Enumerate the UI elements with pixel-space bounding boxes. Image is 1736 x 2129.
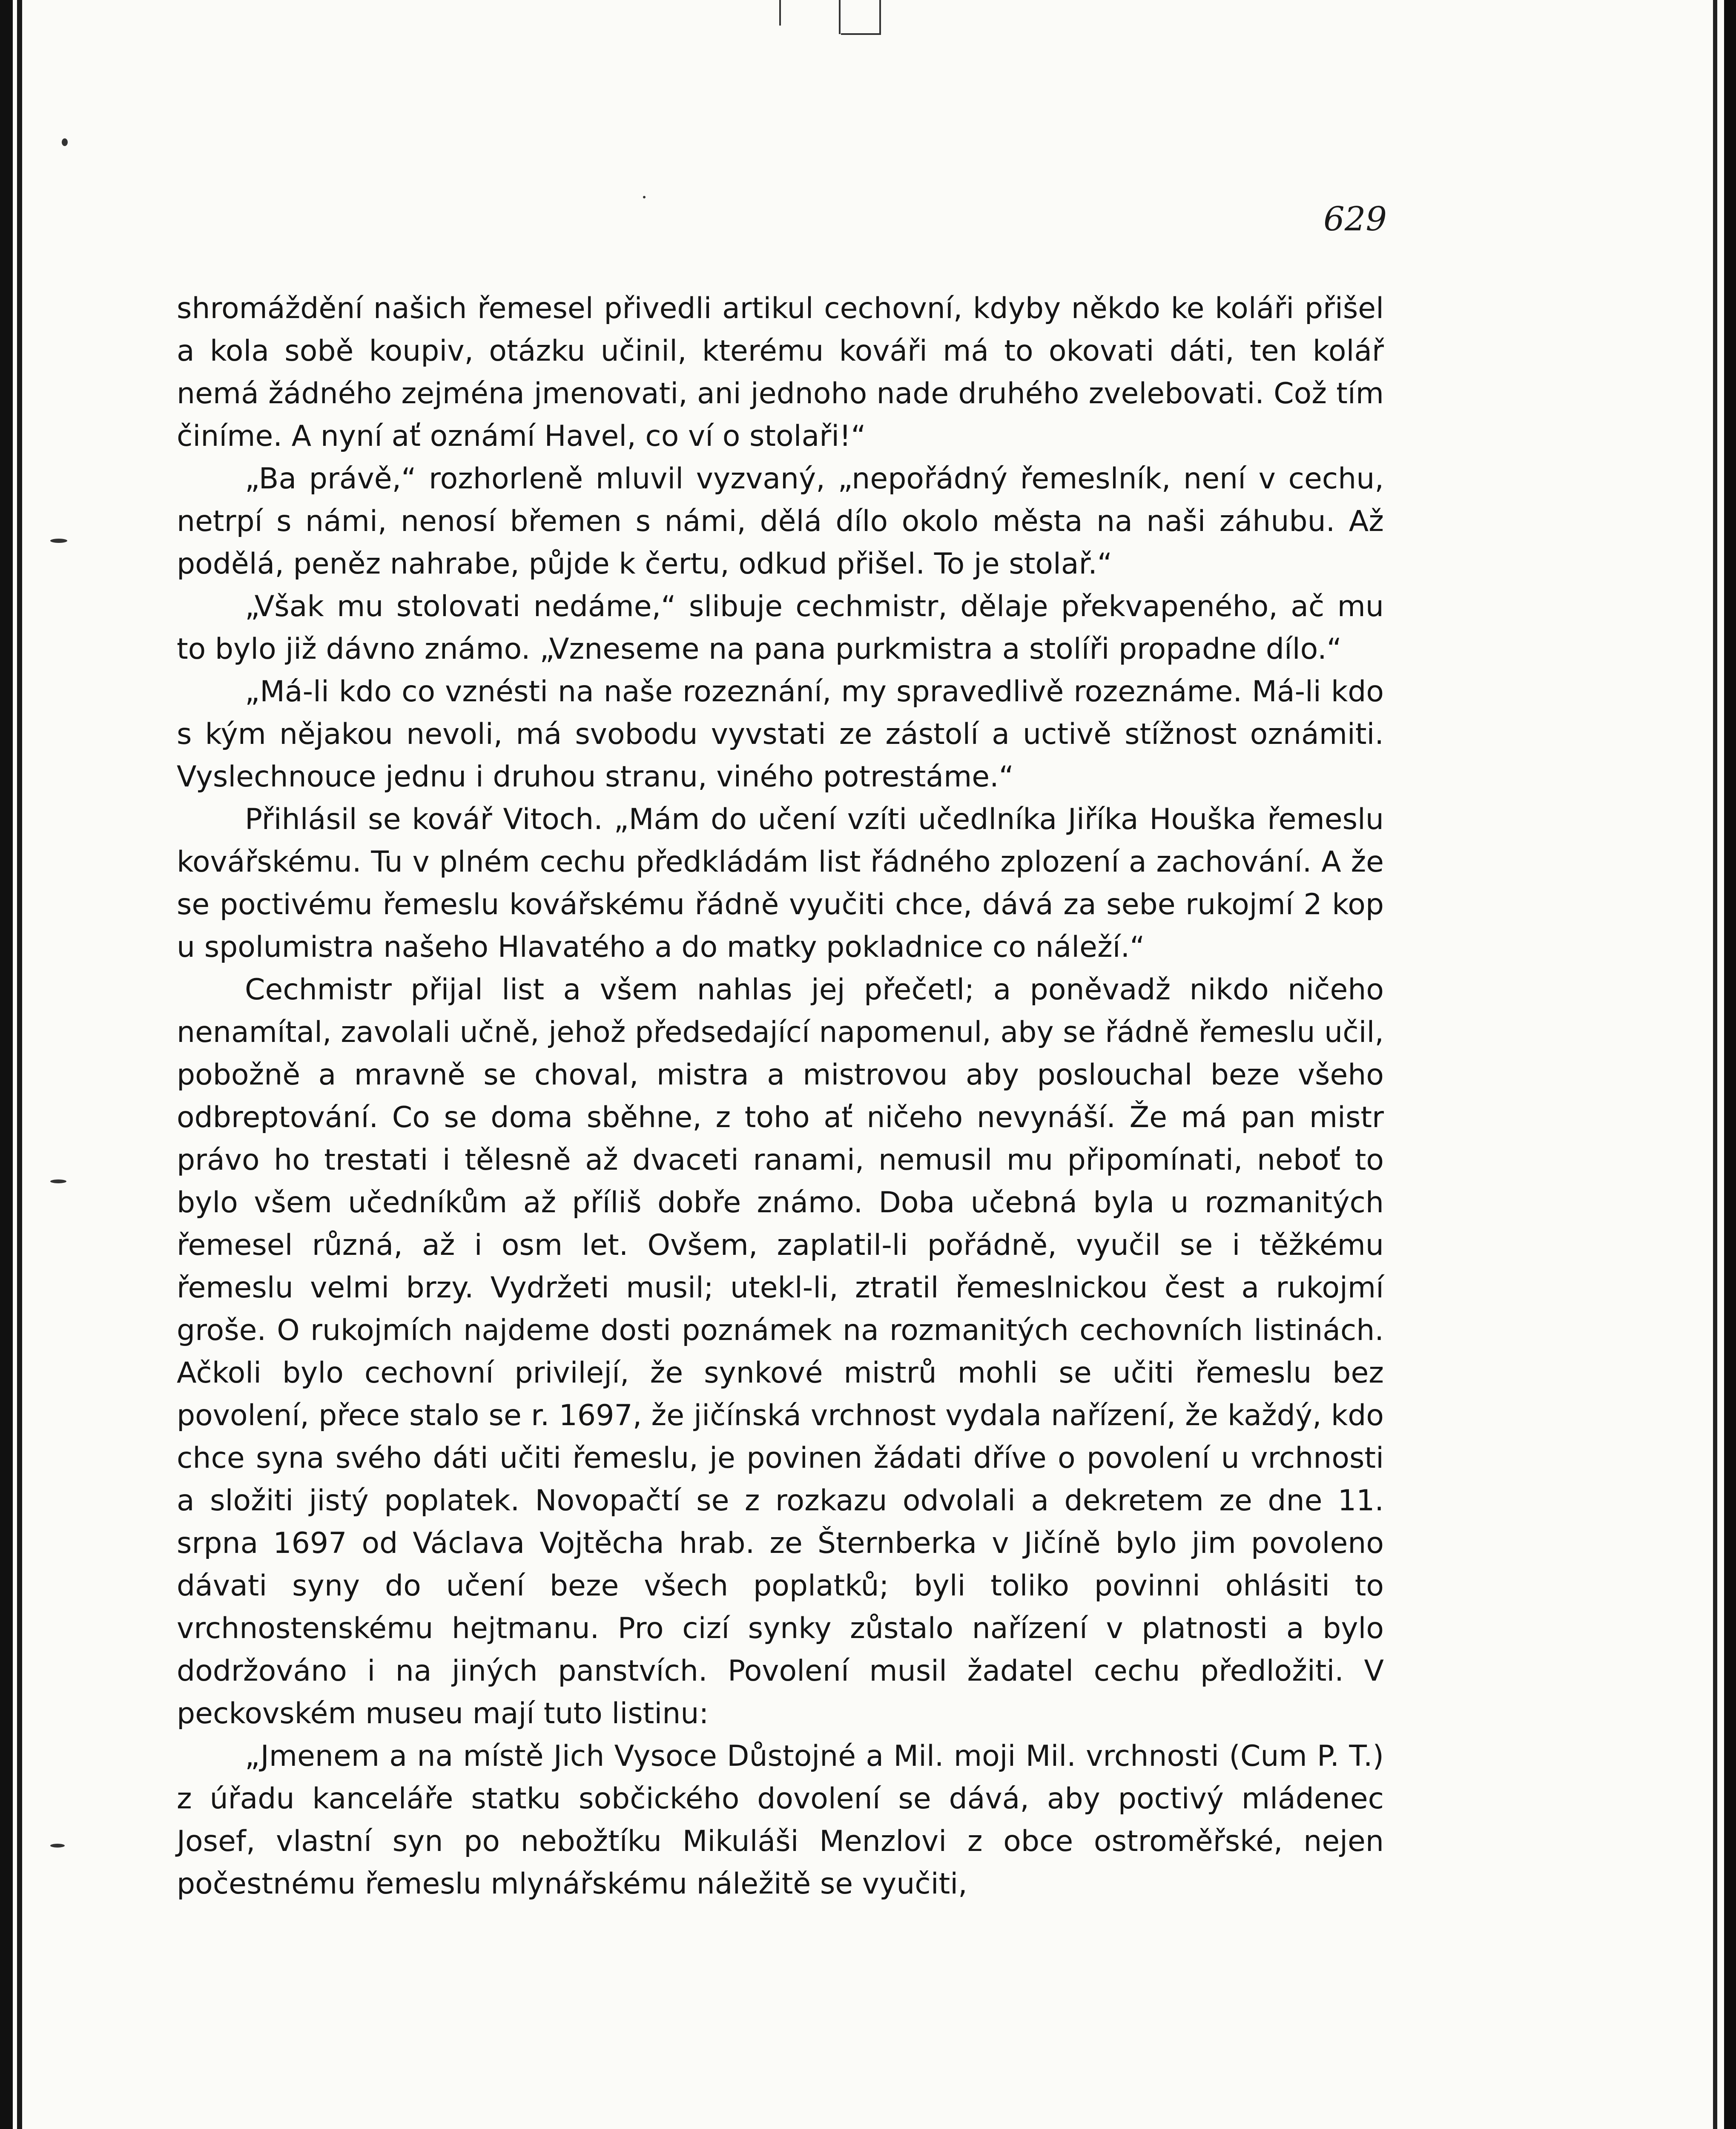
body-text xyxy=(177,287,1384,1905)
paragraph: „Jmenem a na místě Jich Vysoce Důstojné a Mil. moji Mil. vrchnosti (Cum P. T.) z úřadu kanceláře statku sobčického dovolení se dává, aby poctivý mládenec Josef, vlastní syn po nebožtíku Mikuláši Menzlovi z obce ostroměřské, nejen počestnému řemeslu mlynářskému náležitě se vyučiti, xyxy=(177,1739,1384,1901)
margin-speck xyxy=(643,196,646,198)
scan-speck xyxy=(841,33,879,35)
scan-border-left xyxy=(0,0,13,2129)
scan-speck xyxy=(879,0,881,35)
paragraph: „Ba právě,“ rozhorleně mluvil vyzvaný, „nepořádný řemeslník, není v cechu, netrpí s námi, nenosí břemen s námi, dělá dílo okolo města na naši záhubu. Až podělá, peněz nahrabe, půjde k čertu, odkud přišel. To je stolař.“ xyxy=(177,462,1384,581)
scan-artifact-top xyxy=(775,0,903,47)
paragraph: „Však mu stolovati nedáme,“ slibuje cechmistr, dělaje překvapeného, ač mu to bylo již dávno známo. „Vzneseme na pana purkmistra a stolíři propadne dílo.“ xyxy=(177,590,1384,666)
margin-speck xyxy=(50,1179,66,1183)
scan-speck xyxy=(779,0,781,26)
paragraph: shromáždění našich řemesel přivedli artikul cechovní, kdyby někdo ke koláři přišel a kola sobě koupiv, otázku učinil, kterému kováři má to okovati dáti, ten kolář nemá žádného zejména jmenovati, ani jednoho nade druhého zvelebovati. Což tím činíme. A nyní ať oznámí Havel, co ví o stolaři!“ xyxy=(177,292,1384,453)
margin-speck xyxy=(50,539,67,543)
paragraph: „Má-li kdo co vznésti na naše rozeznání, my spravedlivě rozeznáme. Má-li kdo s kým nějakou nevoli, má svobodu vyvstati ze zástolí a uctivě stížnost oznámiti. Vyslechnouce jednu i druhou stranu, viného potrestáme.“ xyxy=(177,675,1384,794)
scan-speck xyxy=(839,0,841,34)
paragraph: Přihlásil se kovář Vitoch. „Mám do učení vzíti učedlníka Jiříka Houška řemeslu kovářskému. Tu v plném cechu předkládám list řádného zplození a zachování. A že se poctivému řemeslu kovářskému řádně vyučiti chce, dává za sebe rukojmí 2 kop u spolumistra našeho Hlavatého a do matky pokladnice co náleží.“ xyxy=(177,803,1384,964)
margin-speck xyxy=(50,1844,65,1848)
margin-speck xyxy=(62,138,68,146)
paragraph: Cechmistr přijal list a všem nahlas jej přečetl; a poněvadž nikdo ničeho nenamítal, zavolali učně, jehož předsedající napomenul, aby se řádně řemeslu učil, pobožně a mravně se choval, mistra a mistrovou aby poslouchal beze všeho odbreptování. Co se doma sběhne, z toho ať ničeho nevynáší. Že má pan mistr právo ho trestati i tělesně až dvaceti ranami, nemusil mu připomínati, neboť to bylo všem učedníkům až příliš dobře známo. Doba učebná byla u rozmanitých řemesel různá, až i osm let. Ovšem, zaplatil-li pořádně, vyučil se i těžkému řemeslu velmi brzy. Vydržeti musil; utekl-li, ztratil řemeslnickou čest a rukojmí groše. O rukojmích najdeme dosti poznámek na rozmanitých cechovních listinách. Ačkoli bylo cechovní privilejí, že synkové mistrů mohli se učiti řemeslu bez povolení, přece stalo se r. 1697, že jičínská vrchnost vydala nařízení, že každý, kdo chce syna svého dáti učiti řemeslu, je povinen žádati dříve o povolení u vrchnosti a složiti jistý poplatek. Novopačtí se z rozkazu odvolali a dekretem ze dne 11. srpna 1697 od Václava Vojtěcha hrab. ze Šternberka v Jičíně bylo jim povoleno dávati syny do učení beze všech poplatků; byli toliko povinni ohlásiti to vrchnostenskému hejtmanu. Pro cizí synky zůstalo nařízení v platnosti a bylo dodržováno i na jiných panstvích. Povolení musil žadatel cechu předložiti. V peckovském museu mají tuto listinu: xyxy=(177,973,1384,1730)
scan-border-right-inner xyxy=(1713,0,1717,2129)
scan-border-right xyxy=(1724,0,1736,2129)
page-number: 629 xyxy=(1323,200,1387,238)
scan-border-left-inner xyxy=(17,0,22,2129)
